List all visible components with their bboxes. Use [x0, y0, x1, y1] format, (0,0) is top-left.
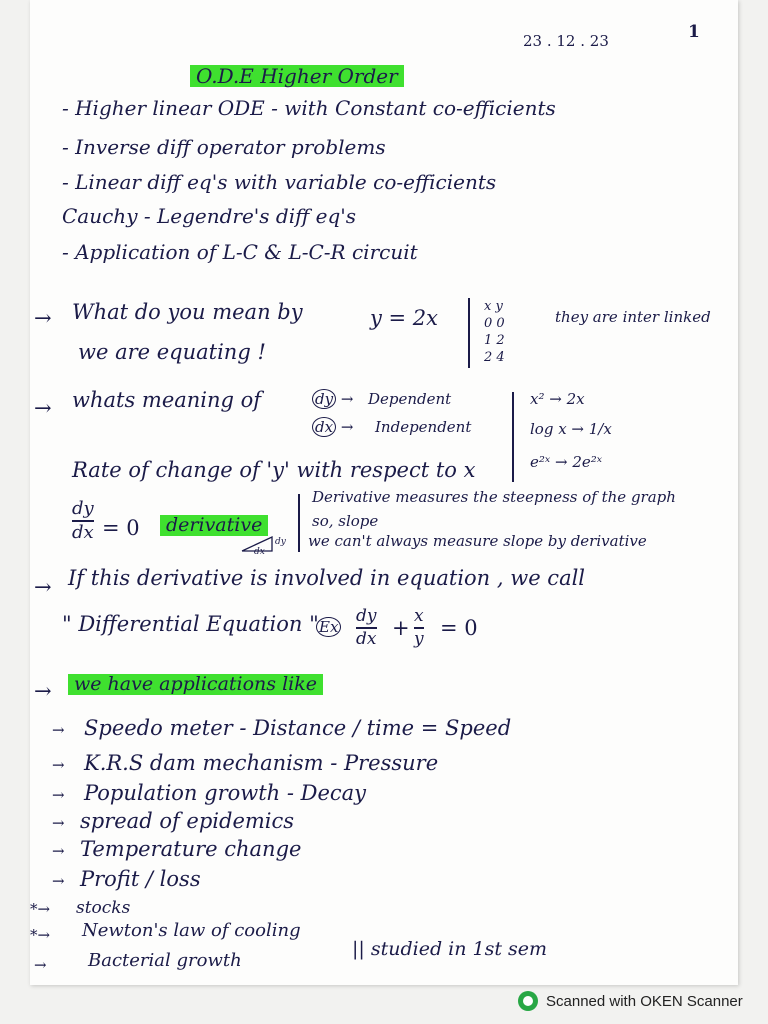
arrow-icon: → — [34, 956, 47, 974]
application-item: Temperature change — [80, 837, 302, 861]
q1-line1: What do you mean by — [72, 300, 303, 324]
numerator: dy — [356, 606, 377, 626]
equals-zero: = 0 — [102, 516, 140, 540]
plus-sign: + — [392, 616, 410, 640]
application-item: spread of epidemics — [80, 809, 295, 833]
equals-zero: = 0 — [440, 616, 478, 640]
triangle-dx: dx — [254, 547, 265, 557]
derivative-note: so, slope — [312, 512, 379, 530]
arrow-icon: → — [52, 786, 65, 804]
table-row: 1 2 — [484, 333, 505, 348]
derivative-label: derivative — [160, 515, 268, 536]
triangle-dy: dy — [275, 537, 286, 547]
application-item: Population growth - Decay — [84, 781, 367, 805]
arrow-icon: → — [34, 575, 52, 599]
studied-note: || studied in 1st sem — [352, 938, 548, 960]
denominator: y — [414, 628, 424, 649]
ex-circled — [316, 620, 341, 635]
ex-label: Ex — [316, 617, 341, 637]
arrow-icon: → — [52, 756, 65, 774]
side-example: x² → 2x — [530, 390, 585, 408]
dx-circled: dx — [312, 417, 336, 437]
application-item: Bacterial growth — [88, 950, 242, 971]
de-line2: " Differential Equation " — [62, 612, 319, 636]
dy-dx-fraction — [72, 500, 94, 542]
de-line1: If this derivative is involved in equation , we call — [68, 566, 586, 590]
scanner-text: Scanned with OKEN Scanner — [546, 992, 743, 1010]
star-arrow-icon: *→ — [30, 900, 51, 918]
application-item: stocks — [76, 898, 131, 918]
x-y-fraction — [414, 608, 424, 648]
dy-dx-fraction — [356, 608, 377, 648]
divider-line — [468, 298, 470, 368]
divider-line — [512, 392, 514, 482]
page-number: 1 — [688, 22, 700, 42]
numerator: x — [414, 606, 424, 626]
q1-note: they are inter linked — [555, 308, 711, 326]
topic-item: - Linear diff eq's with variable co-efficients — [62, 170, 497, 194]
side-example: log x → 1/x — [530, 420, 612, 438]
q2-dependent: Dependent — [368, 390, 452, 408]
arrow-icon: → — [52, 814, 65, 832]
side-example: e²ˣ → 2e²ˣ — [530, 453, 603, 471]
table-row: 2 4 — [484, 350, 505, 365]
q1-equation: y = 2x — [370, 306, 439, 330]
rate-of-change: Rate of change of 'y' with respect to x — [72, 458, 476, 482]
q2-dy: dy → — [312, 392, 353, 407]
arrow-icon: → — [34, 306, 52, 330]
topic-item: - Higher linear ODE - with Constant co-efficients — [62, 96, 556, 120]
application-item: K.R.S dam mechanism - Pressure — [84, 751, 439, 775]
table-header: x y — [484, 299, 503, 314]
arrow-icon: → — [52, 872, 65, 890]
arrow-icon: → — [52, 721, 65, 739]
denominator: dx — [72, 521, 94, 543]
denominator: dx — [356, 628, 377, 649]
scanner-watermark — [518, 991, 743, 1011]
dy-circled: dy — [312, 389, 336, 409]
application-item: Speedo meter - Distance / time = Speed — [84, 716, 512, 740]
date: 23 . 12 . 23 — [523, 32, 609, 50]
star-arrow-icon: *→ — [30, 926, 51, 944]
arrow-icon: → — [34, 396, 52, 420]
table-row: 0 0 — [484, 316, 505, 331]
numerator: dy — [72, 498, 94, 519]
oken-logo-icon — [518, 991, 538, 1011]
application-item: Newton's law of cooling — [82, 920, 301, 941]
derivative-note: Derivative measures the steepness of the graph — [312, 488, 676, 506]
topic-item: - Inverse diff operator problems — [62, 135, 386, 159]
arrow-icon: → — [52, 842, 65, 860]
application-item: Profit / loss — [80, 867, 201, 891]
q2-dx: dx → — [312, 420, 353, 435]
topic-item: - Application of L-C & L-C-R circuit — [62, 240, 418, 264]
arrow-icon: → — [34, 679, 52, 703]
q1-line2: we are equating ! — [78, 340, 266, 364]
divider-line — [298, 494, 300, 552]
page-title: O.D.E Higher Order — [190, 65, 404, 87]
applications-heading: we have applications like — [68, 674, 323, 695]
q2-independent: Independent — [375, 418, 472, 436]
derivative-note: we can't always measure slope by derivative — [308, 532, 647, 550]
q2-prefix: whats meaning of — [72, 388, 262, 412]
topic-item: Cauchy - Legendre's diff eq's — [62, 204, 357, 228]
